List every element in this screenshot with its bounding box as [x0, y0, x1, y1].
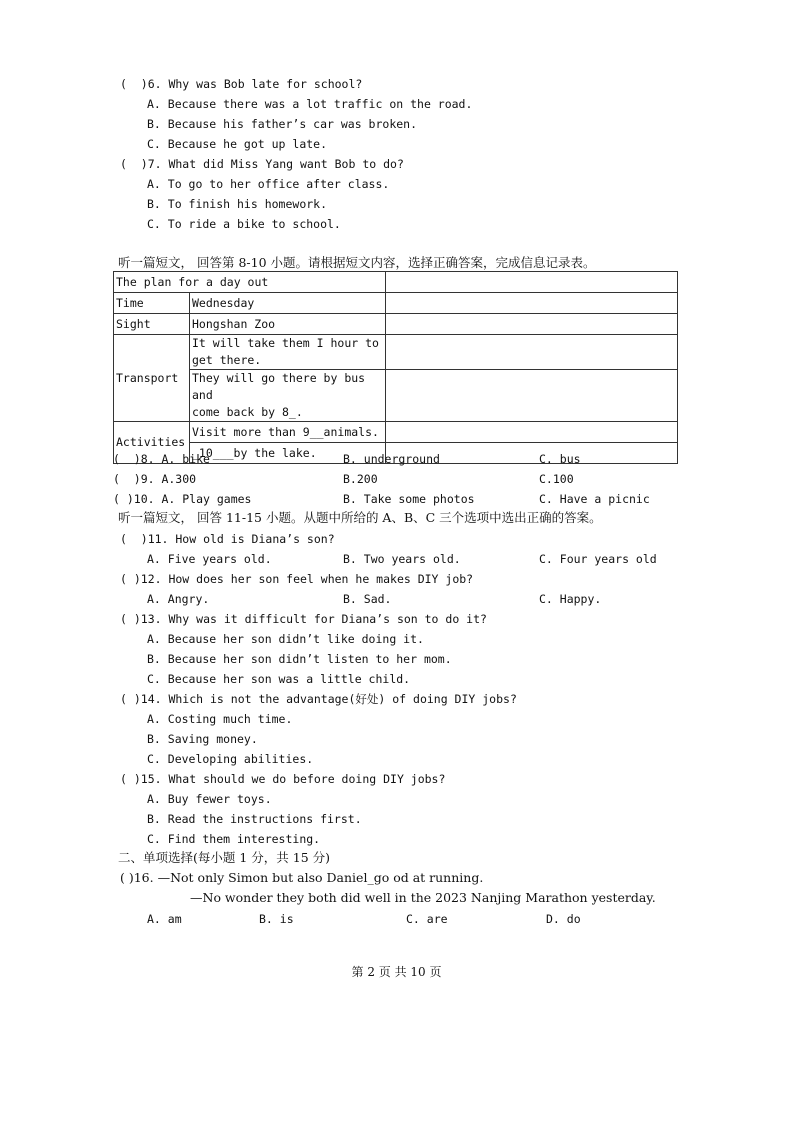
question-14-option-c: C. Developing abilities.	[147, 752, 314, 766]
table-blank-cell	[386, 422, 678, 443]
table-blank-cell	[386, 293, 678, 314]
activities-label: Activities	[114, 422, 190, 464]
question-11-option-b: B. Two years old.	[343, 552, 461, 566]
transport-cell-1	[190, 335, 386, 370]
transport-line-2a: They will go there by bus and	[192, 371, 366, 402]
question-6-option-c: C. Because he got up late.	[147, 137, 328, 151]
question-16-reply: —No wonder they both did well in the 2023 Nanjing Marathon yesterday.	[190, 890, 656, 905]
table-blank-cell	[386, 314, 678, 335]
time-value: Wednesday	[190, 293, 386, 314]
page-footer: 第 2 页 共 10 页	[351, 965, 442, 979]
question-16-option-a: A. am	[147, 912, 182, 926]
transport-line-1b: get there.	[192, 353, 262, 367]
table-title: The plan for a day out	[114, 272, 386, 293]
table-blank-cell	[386, 335, 678, 370]
question-7-option-b: B. To finish his homework.	[147, 197, 328, 211]
question-10-option-c: C. Have a picnic	[539, 492, 650, 506]
activities-line-2: _10___by the lake.	[190, 443, 386, 464]
question-13-option-b: B. Because her son didn’t listen to her mom.	[147, 652, 452, 666]
question-16-option-c: C. are	[406, 912, 448, 926]
question-8-option-b: B. underground	[343, 452, 440, 466]
sight-value: Hongshan Zoo	[190, 314, 386, 335]
question-14-option-b: B. Saving money.	[147, 732, 258, 746]
plan-info-table	[113, 271, 678, 464]
question-9-option-c: C.100	[539, 472, 574, 486]
question-11-option-c: C. Four years old	[539, 552, 657, 566]
question-7-stem: ( )7. What did Miss Yang want Bob to do?	[120, 157, 404, 171]
activities-line-1: Visit more than 9__animals.	[190, 422, 386, 443]
transport-line-2b: come back by 8_.	[192, 405, 303, 419]
question-12-option-a: A. Angry.	[147, 592, 210, 606]
question-13-option-c: C. Because her son was a little child.	[147, 672, 411, 686]
question-12-option-b: B. Sad.	[343, 592, 392, 606]
question-11-option-a: A. Five years old.	[147, 552, 272, 566]
question-7-option-a: A. To go to her office after class.	[147, 177, 390, 191]
time-label: Time	[114, 293, 190, 314]
question-14-option-a: A. Costing much time.	[147, 712, 293, 726]
question-10-stem: ( )10. A. Play games	[113, 492, 252, 506]
transport-label: Transport	[114, 335, 190, 422]
question-11-stem: ( )11. How old is Diana’s son?	[120, 532, 335, 546]
question-8-option-c: C. bus	[539, 452, 581, 466]
table-blank-cell	[386, 272, 678, 293]
question-9-option-b: B.200	[343, 472, 378, 486]
question-12-stem: ( )12. How does her son feel when he makes DIY job?	[120, 572, 474, 586]
part-2-heading: 二、单项选择(每小题 1 分，共 15 分)	[118, 850, 331, 865]
question-8-stem: ( )8. A. bike	[113, 452, 210, 466]
question-7-option-c: C. To ride a bike to school.	[147, 217, 341, 231]
question-14-stem: ( )14. Which is not the advantage(好处) of doing DIY jobs?	[120, 692, 517, 706]
table-blank-cell	[386, 370, 678, 422]
question-9-stem: ( )9. A.300	[113, 472, 197, 486]
question-6-option-b: B. Because his father’s car was broken.	[147, 117, 418, 131]
section-8-10-instruction: 听一篇短文， 回答第 8-10 小题。请根据短文内容，选择正确答案，完成信息记录表。	[118, 255, 596, 270]
question-6-stem: ( )6. Why was Bob late for school?	[120, 77, 363, 91]
question-15-option-c: C. Find them interesting.	[147, 832, 321, 846]
transport-cell-2	[190, 370, 386, 422]
question-15-option-b: B. Read the instructions first.	[147, 812, 362, 826]
question-16-option-b: B. is	[259, 912, 294, 926]
question-16-stem: ( )16. —Not only Simon but also Daniel_go od at running.	[120, 870, 484, 885]
transport-line-1a: It will take them I hour to	[192, 336, 379, 350]
question-13-stem: ( )13. Why was it difficult for Diana’s son to do it?	[120, 612, 487, 626]
question-15-stem: ( )15. What should we do before doing DIY jobs?	[120, 772, 446, 786]
question-13-option-a: A. Because her son didn’t like doing it.	[147, 632, 424, 646]
sight-label: Sight	[114, 314, 190, 335]
question-10-option-b: B. Take some photos	[343, 492, 475, 506]
section-11-15-instruction: 听一篇短文， 回答 11-15 小题。从题中所给的 A、B、C 三个选项中选出正确的答案。	[118, 510, 602, 525]
question-15-option-a: A. Buy fewer toys.	[147, 792, 272, 806]
question-6-option-a: A. Because there was a lot traffic on the road.	[147, 97, 473, 111]
question-16-option-d: D. do	[546, 912, 581, 926]
question-12-option-c: C. Happy.	[539, 592, 602, 606]
